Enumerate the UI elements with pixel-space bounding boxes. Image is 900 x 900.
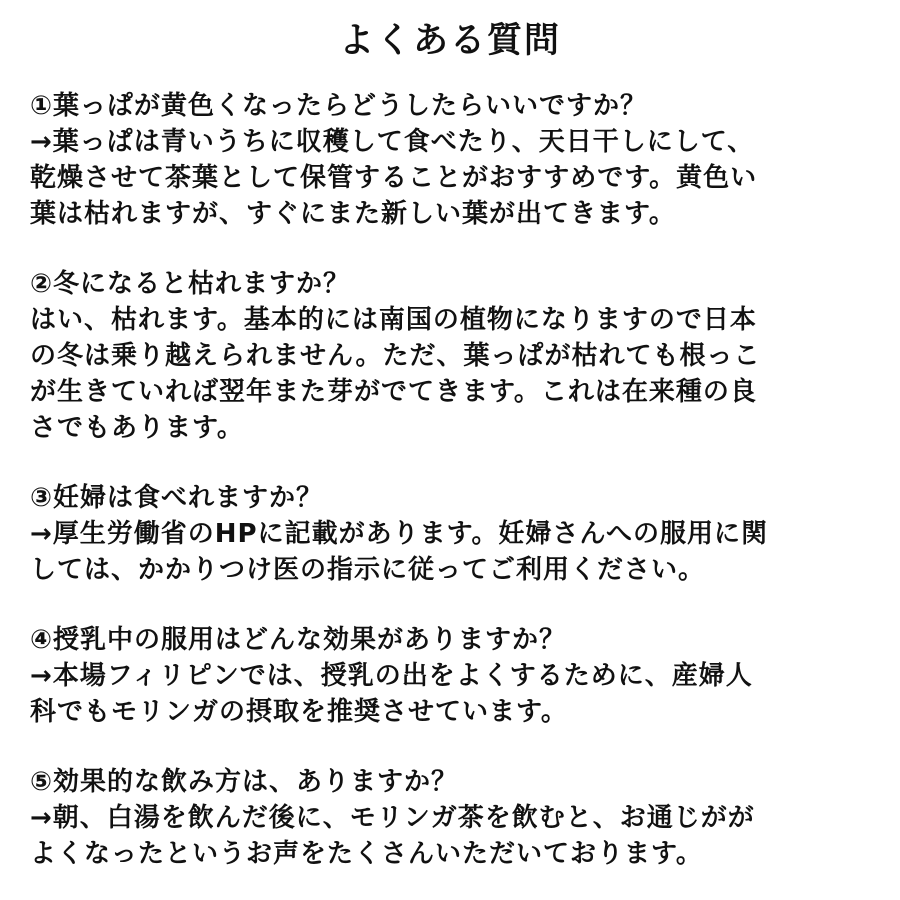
faq-answer-line: はい、枯れます。基本的には南国の植物になりますので日本 — [30, 305, 757, 335]
faq-answer-line: さでもあります。 — [30, 413, 244, 443]
faq-question: ③妊婦は食べれますか？ — [30, 483, 324, 513]
page-title: よくある質問 — [338, 21, 561, 61]
faq-question: ④授乳中の服用はどんな効果がありますか？ — [30, 625, 567, 655]
faq-answer-line: 葉は枯れますが、すぐにまた新しい葉が出てきます。 — [30, 199, 676, 229]
faq-answer-line: の冬は乗り越えられません。ただ、葉っぱが枯れても根っこ — [30, 341, 761, 371]
faq-answer-line: しては、かかりつけ医の指示に従ってご利用ください。 — [30, 555, 706, 585]
faq-question: ⑤効果的な飲み方は、ありますか？ — [30, 767, 459, 797]
faq-answer-line: よくなったというお声をたくさんいただいております。 — [30, 839, 703, 869]
faq-question: ①葉っぱが黄色くなったらどうしたらいいですか？ — [30, 91, 648, 121]
faq-item-1 — [30, 88, 880, 232]
faq-answer-line: →葉っぱは青いうちに収穫して食べたり、天日干しにして、 — [30, 127, 755, 157]
faq-answer-line: 乾燥させて茶葉として保管することがおすすめです。黄色い — [30, 163, 758, 193]
faq-answer-line: →本場フィリピンでは、授乳の出をよくするために、産婦人 — [30, 661, 753, 691]
faq-item-3 — [30, 480, 880, 588]
faq-item-5 — [30, 764, 880, 872]
faq-question: ②冬になると枯れますか？ — [30, 269, 351, 299]
faq-item-4 — [30, 622, 880, 730]
faq-answer-line: →厚生労働省のHPに記載があります。妊婦さんへの服用に関 — [30, 519, 769, 549]
faq-item-2 — [30, 266, 880, 446]
faq-answer-line: 科でもモリンガの摂取を推奨させています。 — [30, 697, 568, 727]
faq-answer-line: が生きていれば翌年また芽がでてきます。これは在来種の良 — [30, 377, 757, 407]
faq-answer-line: →朝、白湯を飲んだ後に、モリンガ茶を飲むと、お通じがが — [30, 803, 755, 833]
